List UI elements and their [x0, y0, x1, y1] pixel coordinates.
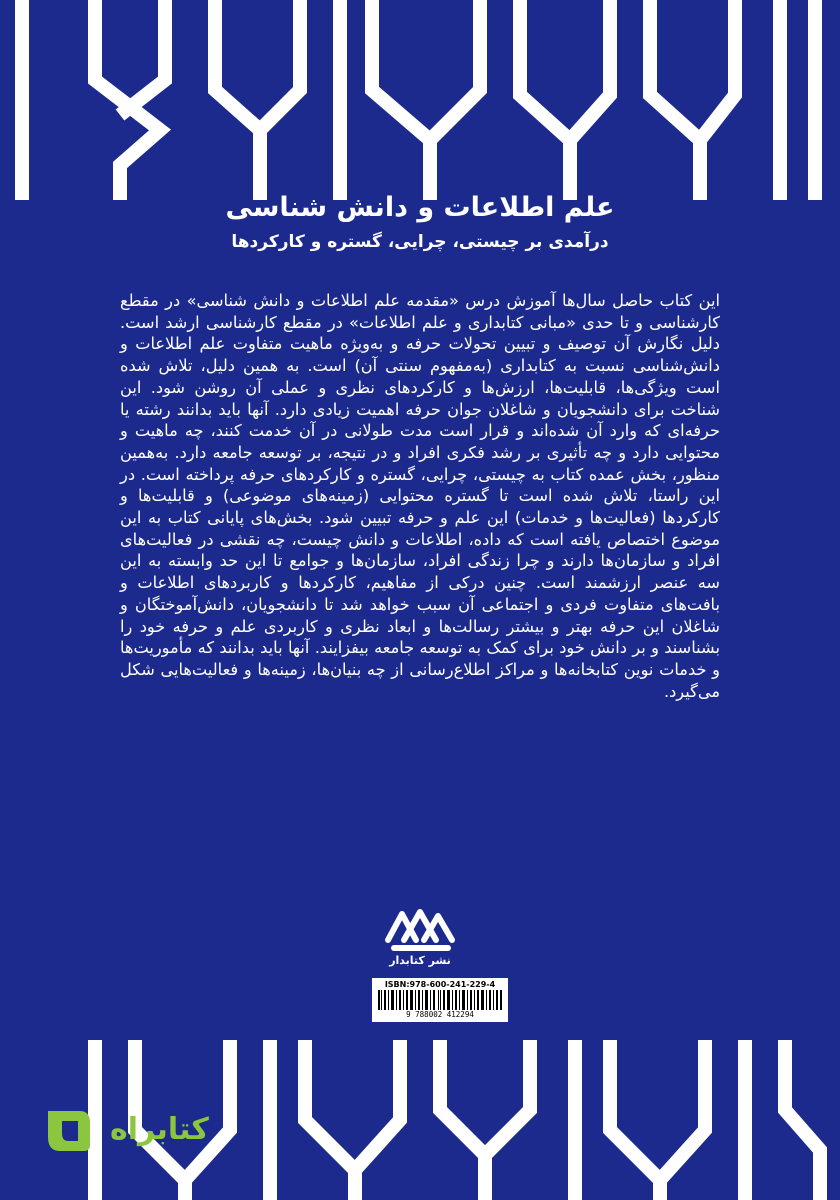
- book-title: علم اطلاعات و دانش شناسی: [225, 192, 615, 223]
- publisher-name: نشر کتابدار: [389, 954, 451, 967]
- barcode-icon: [378, 990, 502, 1010]
- ketabrah-badge-text: کتابراه: [110, 1111, 209, 1147]
- book-description: این کتاب حاصل سال‌ها آموزش درس «مقدمه علم اطلاعات و دانش شناسی» در مقطع کارشناسی و تا حدی «مبانی کتابداری و علم اطلاعات» در مقطع کارشناسی ارشد است. دلیل نگارش آن توصیف و تبیین تحولات حرفه و به‌ویژه ماهیت متفاوت علم اطلاعات و دانش‌شناسی نسبت به کتابداری (به‌مفهوم سنتی آن) است. به همین دلیل، تلاش شده است ویژگی‌ها، قابلیت‌ها، ارزش‌ها و کارکردهای نظری و عملی آن روشن شود. این شناخت برای دانشجویان و شاغلان جوان حرفه اهمیت زیادی دارد. آنها باید بدانند رشته یا حرفه‌ای که وارد آن شده‌اند و قرار است مدت طولانی در آن خدمت کنند، چه ماهیت و محتوایی دارد و چه تأثیری بر رشد فکری افراد و در نتیجه، بر توسعه جامعه دارد. به‌همین منظور، بخش عمده کتاب به چیستی، چرایی، گستره و کارکردهای حرفه پرداخته است. در این راستا، تلاش شده است تا گستره محتوایی (زمینه‌های موضوعی) و قابلیت‌ها و کارکردها (فعالیت‌ها و خدمات) این علم و حرفه تبیین شود. بخش‌های پایانی کتاب به این موضوع اختصاص یافته است که داده، اطلاعات و دانش چیست، چه نقشی در فعالیت‌های افراد و سازمان‌ها دارند و چرا زندگی افراد، سازمان‌ها و جوامع تا این حد وابسته به این سه عنصر ارزشمند است. چنین درکی از مفاهیم، کارکردها و کاربردهای اطلاعات و بافت‌های متفاوت فردی و اجتماعی آن سبب خواهد شد تا دانشجویان، دانش‌آموختگان و شاغلان این حرفه بهتر و بیشتر رسالت‌ها و ابعاد نظری و کاربردی علم و حرفه خود را بشناسند و بر دانش خود برای کمک به توسعه جامعه بیفزایند. آنها باید بدانند که مأموریت‌ها و خدمات نوین کتابخانه‌ها و مراکز اطلاع‌رسانی از چه بنیان‌ها، زمینه‌ها و فعالیت‌هایی شکل می‌گیرد.: [120, 291, 720, 701]
- barcode-digits: 9 788002 412294: [406, 1010, 474, 1019]
- ketabrah-badge[interactable]: [30, 1098, 220, 1160]
- isbn-label: ISBN:978-600-241-229-4: [384, 980, 496, 989]
- book-subtitle: درآمدی بر چیستی، چرایی، گستره و کارکردها: [231, 232, 609, 252]
- ketabrah-logo-icon: [40, 1101, 96, 1157]
- top-decorative-pattern: [0, 0, 840, 200]
